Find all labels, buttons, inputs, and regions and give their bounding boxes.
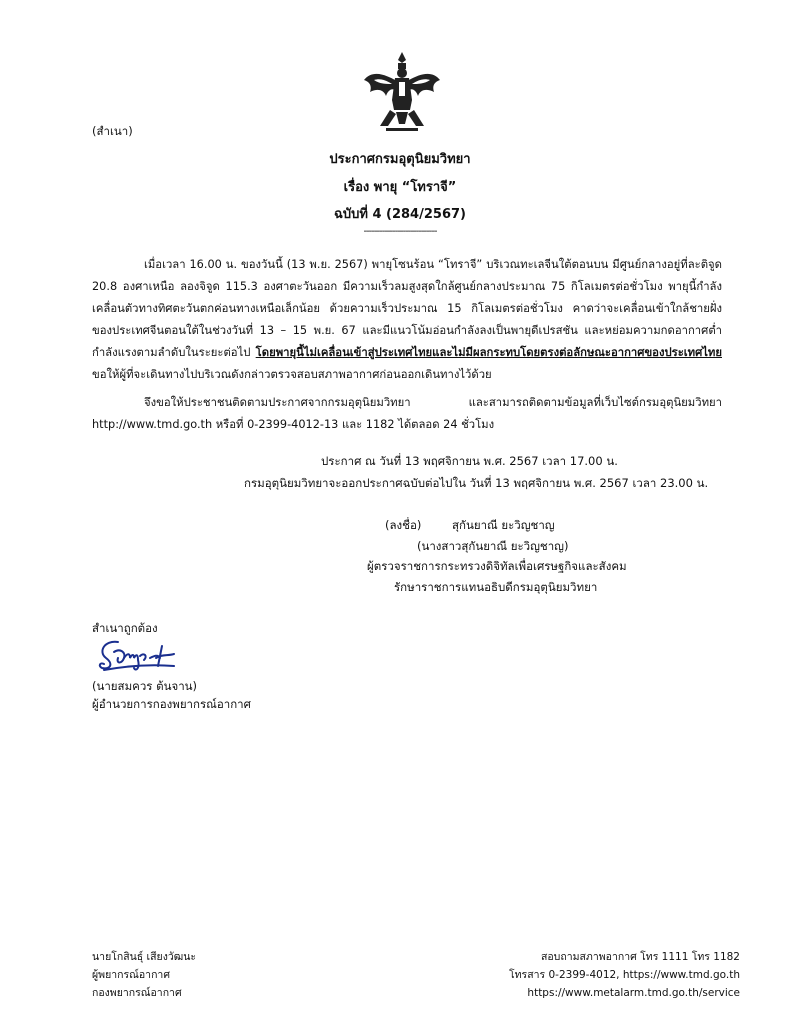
signatory-position: ผู้ตรวจราชการกระทรวงดิจิทัลเพื่อเศรษฐกิจและสังคม <box>367 559 627 573</box>
body-text: กำลังแรงตามลำดับในระยะต่อไป <box>92 346 256 359</box>
emphasis-text: โดยพายุนี้ไม่เคลื่อนเข้าสู่ประเทศไทยและไม่มีผลกระทบโดยตรงต่อลักษณะอากาศของประเทศไทย <box>255 346 722 359</box>
signed-label: (ลงชื่อ) <box>385 518 422 532</box>
metalarm-link[interactable]: https://www.metalarm.tmd.go.th/service <box>527 987 740 999</box>
certify-name: (นายสมควร ต้นจาน) <box>92 679 197 693</box>
body-line: ขอให้ผู้ที่จะเดินทางไปบริเวณดังกล่าวตรวจสอบสภาพอากาศก่อนออกเดินทางไว้ด้วย <box>92 368 492 381</box>
forecaster-name: นายโกสินธุ์ เสียงวัฒนะ <box>92 951 197 963</box>
announcement-issue: ฉบับที่ 4 (284/2567) <box>334 207 466 222</box>
copy-label: (สำเนา) <box>92 124 133 138</box>
fax-and-website[interactable]: โทรสาร 0-2399-4012, https://www.tmd.go.th <box>509 969 740 981</box>
title-divider: ---------------------------- <box>363 226 437 237</box>
signatory-full-name: (นางสาวสุกันยาณี ยะวิญชาญ) <box>417 539 569 553</box>
body-line: เมื่อเวลา 16.00 น. ของวันนี้ (13 พ.ย. 2567) พายุโซนร้อน “โทราจี” บริเวณทะเลจีนใต้ตอนบน มีศูนย์กลางอยู่ที่ละติจูด <box>144 258 722 271</box>
body-line: 20.8 องศาเหนือ ลองจิจูด 115.3 องศาตะวันออก มีความเร็วลมสูงสุดใกล้ศูนย์กลางประมาณ 75 กิโลเมตรต่อชั่วโมง พายุนี้กำลัง <box>92 280 722 293</box>
body-line: http://www.tmd.go.th หรือที่ 0-2399-4012-13 และ 1182 ได้ตลอด 24 ชั่วโมง <box>92 418 495 431</box>
announcement-title: ประกาศกรมอุตุนิยมวิทยา <box>329 152 471 167</box>
body-line <box>92 342 722 364</box>
body-paragraph-2 <box>92 392 722 436</box>
body-line: จึงขอให้ประชาชนติดตามประกาศจากกรมอุตุนิยมวิทยา และสามารถติดตามข้อมูลที่เว็บไซต์กรมอุตุนิยมวิทยา <box>144 396 722 409</box>
certify-position: ผู้อำนวยการกองพยากรณ์อากาศ <box>92 697 251 711</box>
signatory-acting-position: รักษาราชการแทนอธิบดีกรมอุตุนิยมวิทยา <box>394 580 598 594</box>
next-announcement: กรมอุตุนิยมวิทยาจะออกประกาศฉบับต่อไปใน วันที่ 13 พฤศจิกายน พ.ศ. 2567 เวลา 23.00 น. <box>244 476 709 490</box>
body-paragraph-1 <box>92 254 722 386</box>
certify-label: สำเนาถูกต้อง <box>92 621 158 635</box>
forecaster-title: ผู้พยากรณ์อากาศ <box>92 969 170 981</box>
weather-hotline: สอบถามสภาพอากาศ โทร 1111 โทร 1182 <box>540 951 740 963</box>
announcement-subject: เรื่อง พายุ “โทราจี” <box>343 180 457 195</box>
body-line: เคลื่อนตัวทางทิศตะวันตกค่อนทางเหนือเล็กน้อย ด้วยความเร็วประมาณ 15 กิโลเมตรต่อชั่วโมง คาดว่าจะเคลื่อนเข้าใกล้ชายฝั่ง <box>92 302 722 315</box>
body-line: ของประเทศจีนตอนใต้ในช่วงวันที่ 13 – 15 พ.ย. 67 และมีแนวโน้มอ่อนกำลังลงเป็นพายุดีเปรสชัน และหย่อมความกดอากาศต่ำ <box>92 324 722 337</box>
announce-date: ประกาศ ณ วันที่ 13 พฤศจิกายน พ.ศ. 2567 เวลา 17.00 น. <box>321 454 618 468</box>
signatory-name: สุกันยาณี ยะวิญชาญ <box>452 518 555 532</box>
forecaster-division: กองพยากรณ์อากาศ <box>92 987 182 999</box>
handwritten-signature <box>96 638 178 674</box>
garuda-emblem <box>362 50 442 134</box>
